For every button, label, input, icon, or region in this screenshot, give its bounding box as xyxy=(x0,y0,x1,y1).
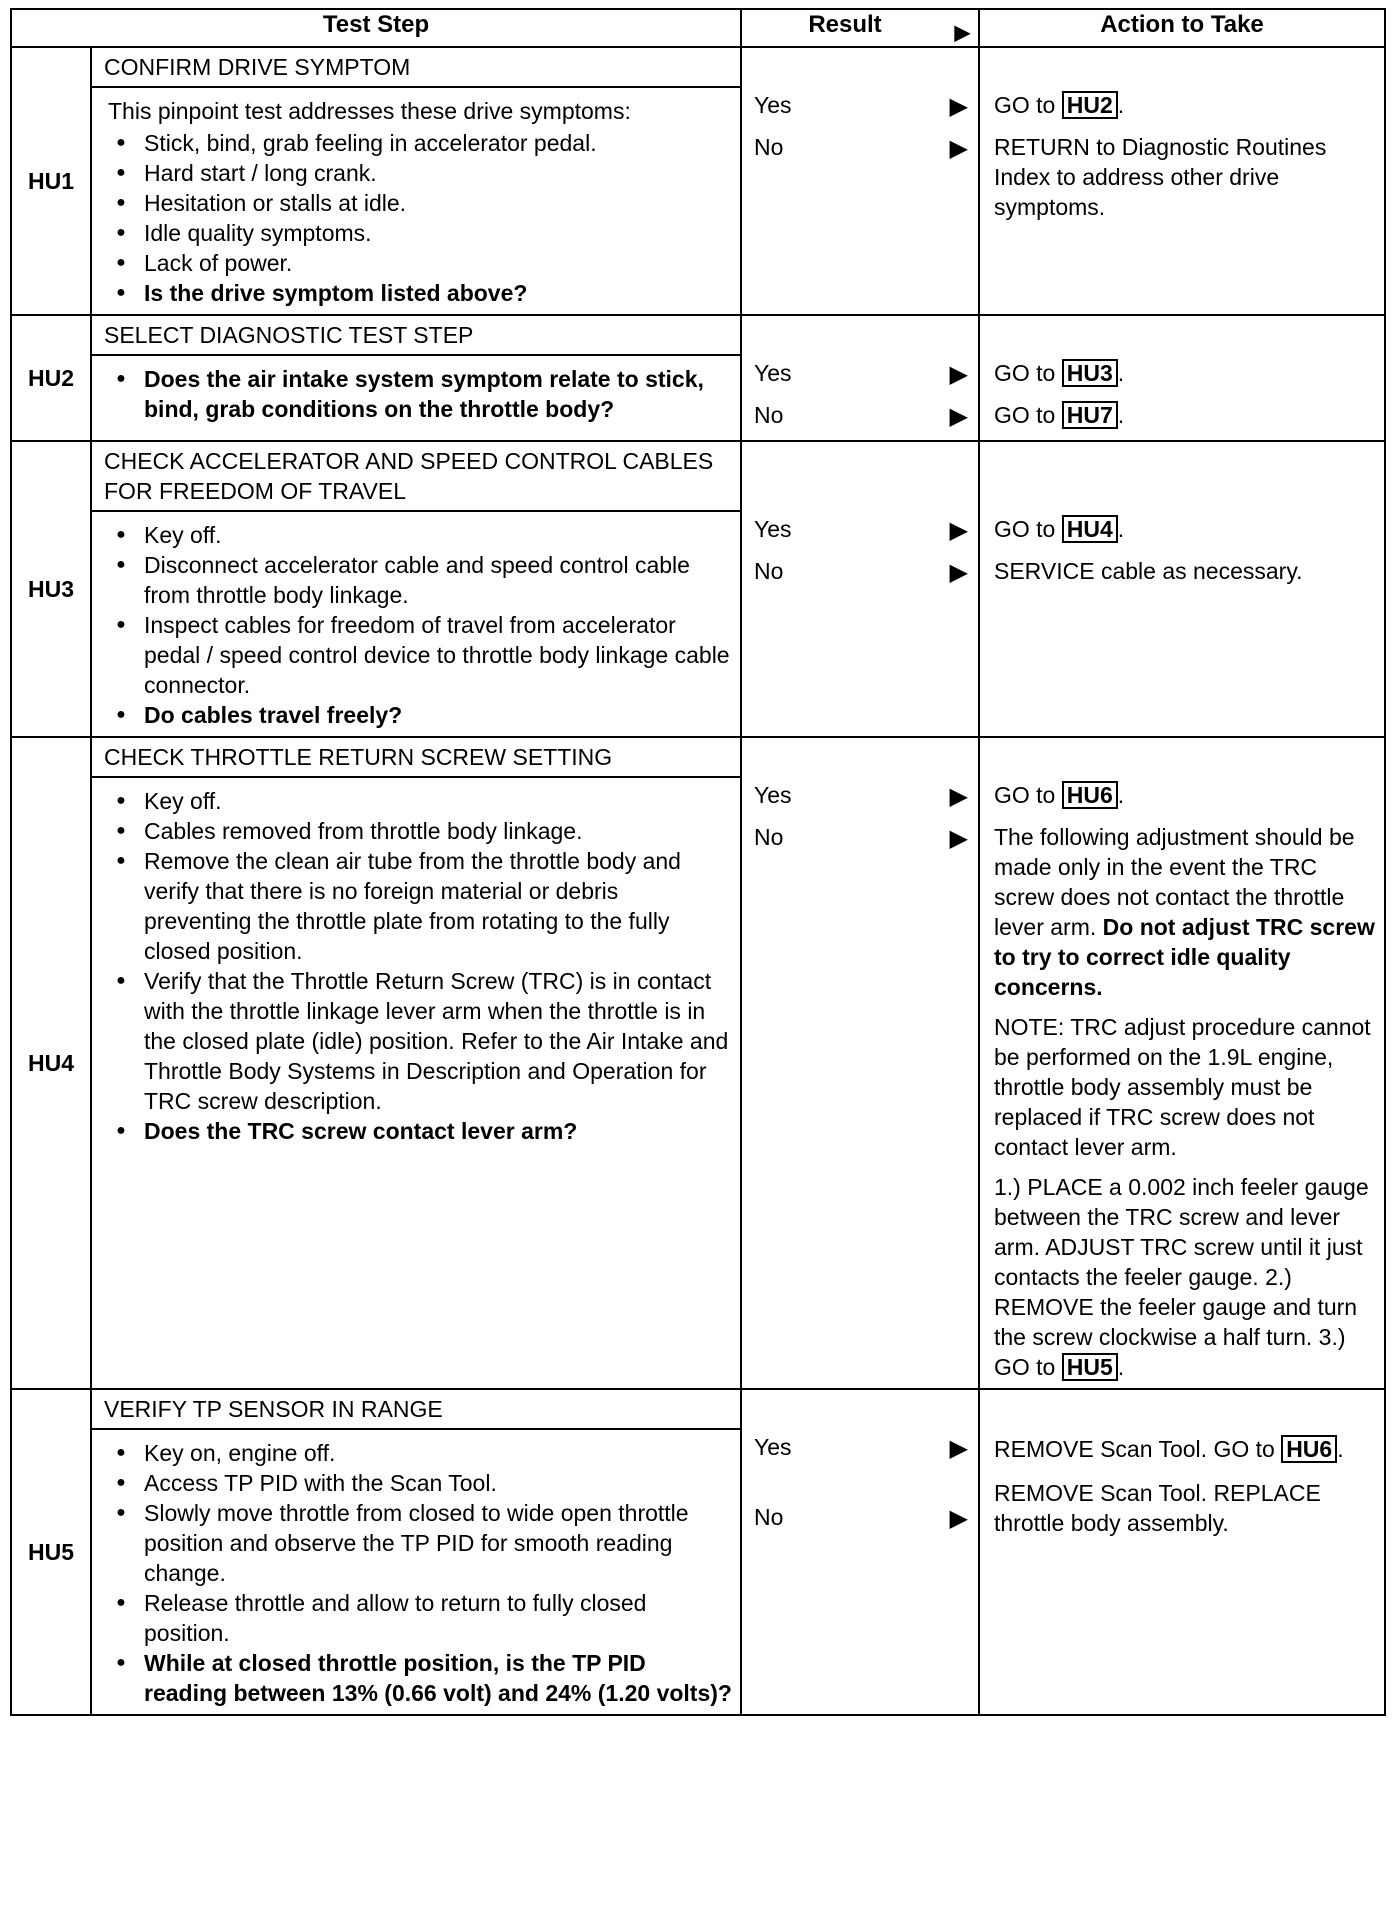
bullet-icon: ● xyxy=(116,616,126,633)
action-cell-hu3 xyxy=(979,441,1385,737)
action-no-text-hu4: The following adjustment should be made only in the event the TRC screw does not contact the throttle lever arm. xyxy=(994,824,1355,940)
arrow-icon: ▶ xyxy=(954,22,970,44)
bullet-icon: ● xyxy=(116,1654,126,1671)
result-no-hu3 xyxy=(754,550,978,592)
list-item: ● Key on, engine off. xyxy=(108,1438,732,1468)
no-label: No xyxy=(754,824,784,850)
action-note-hu4: NOTE: TRC adjust procedure cannot be performed on the 1.9L engine, throttle body assembly must be replaced if TRC screw does not contact lever arm. xyxy=(994,1014,1371,1160)
step-question-hu2: ● Does the air intake system symptom relate to stick, bind, grab conditions on the throttle body? xyxy=(108,364,732,424)
result-no-hu2 xyxy=(754,394,978,436)
action-no-hu3: SERVICE cable as necessary. xyxy=(994,558,1303,584)
list-item: ● Key off. xyxy=(108,786,732,816)
arrow-icon: ▶ xyxy=(949,135,968,162)
bullet-icon: ● xyxy=(116,1474,126,1491)
step-title-row-hu2 xyxy=(11,315,1385,355)
bullet-icon: ● xyxy=(116,852,126,869)
bullet-icon: ● xyxy=(116,284,126,301)
action-no-hu4 xyxy=(994,822,1376,1002)
yes-label: Yes xyxy=(754,1434,792,1460)
step-title-row-hu1 xyxy=(11,47,1385,87)
step-title-hu1: CONFIRM DRIVE SYMPTOM xyxy=(91,47,741,87)
step-id-hu1: HU1 xyxy=(11,47,91,315)
action-yes-text-hu5: REMOVE Scan Tool. GO to xyxy=(994,1436,1275,1462)
result-yes-hu5 xyxy=(754,1426,978,1468)
diagnostic-table xyxy=(10,8,1386,1716)
bullet-icon: ● xyxy=(116,1504,126,1521)
list-item: ● Inspect cables for freedom of travel from accelerator pedal / speed control device to throttle body linkage cable connector. xyxy=(108,610,732,700)
bullet-icon: ● xyxy=(116,194,126,211)
step-body-hu5 xyxy=(91,1429,741,1715)
arrow-icon: ▶ xyxy=(949,1435,968,1462)
no-label: No xyxy=(754,134,784,160)
bullet-icon: ● xyxy=(116,134,126,151)
no-label: No xyxy=(754,1504,784,1530)
arrow-icon: ▶ xyxy=(949,559,968,586)
arrow-icon: ▶ xyxy=(949,783,968,810)
step-ref-link[interactable]: HU2 xyxy=(1062,91,1118,119)
action-yes-hu3: GO to HU4 . xyxy=(994,516,1125,542)
arrow-icon: ▶ xyxy=(949,403,968,430)
step-id-hu4: HU4 xyxy=(11,737,91,1389)
bullet-list-hu5 xyxy=(108,1438,732,1708)
go-to-text: GO to xyxy=(994,92,1056,118)
action-no-hu5: REMOVE Scan Tool. REPLACE throttle body assembly. xyxy=(994,1480,1321,1536)
arrow-icon: ▶ xyxy=(949,361,968,388)
step-title-row-hu3 xyxy=(11,441,1385,511)
yes-label: Yes xyxy=(754,92,792,118)
step-title-row-hu5 xyxy=(11,1389,1385,1429)
bullet-icon: ● xyxy=(116,792,126,809)
no-label: No xyxy=(754,402,784,428)
header-result xyxy=(741,9,979,47)
bullet-icon: ● xyxy=(116,164,126,181)
step-title-hu2: SELECT DIAGNOSTIC TEST STEP xyxy=(91,315,741,355)
list-item: ● Key off. xyxy=(108,520,732,550)
action-no-hu1: RETURN to Diagnostic Routines Index to address other drive symptoms. xyxy=(994,134,1327,220)
step-body-hu2 xyxy=(91,355,741,441)
bullet-icon: ● xyxy=(116,1122,126,1139)
step-body-hu3 xyxy=(91,511,741,737)
result-yes-hu3 xyxy=(754,508,978,550)
action-no-hu2: GO to HU7 . xyxy=(994,402,1125,428)
result-yes-hu2 xyxy=(754,352,978,394)
bullet-icon: ● xyxy=(116,526,126,543)
step-ref-link[interactable]: HU5 xyxy=(1062,1353,1118,1381)
step-question-hu5: ● While at closed throttle position, is the TP PID reading between 13% (0.66 volt) and 24% (1.20 volts)? xyxy=(108,1648,732,1708)
arrow-icon: ▶ xyxy=(949,93,968,120)
result-cell-hu5 xyxy=(741,1389,979,1715)
action-cell-hu5 xyxy=(979,1389,1385,1715)
result-no-hu1 xyxy=(754,126,978,168)
list-item: ● Disconnect accelerator cable and speed control cable from throttle body linkage. xyxy=(108,550,732,610)
list-item: ● Slowly move throttle from closed to wide open throttle position and observe the TP PID for smooth reading change. xyxy=(108,1498,732,1588)
bullet-list-hu2 xyxy=(108,364,732,424)
list-item: ● Cables removed from throttle body linkage. xyxy=(108,816,732,846)
bullet-icon: ● xyxy=(116,1594,126,1611)
header-result-label: Result xyxy=(808,11,882,38)
no-label: No xyxy=(754,558,784,584)
result-cell-hu3 xyxy=(741,441,979,737)
action-cell-hu4 xyxy=(979,737,1385,1389)
result-yes-hu1 xyxy=(754,84,978,126)
bullet-list-hu4 xyxy=(108,786,732,1146)
go-to-text: GO to xyxy=(994,402,1056,428)
action-procedure-hu4: 1.) PLACE a 0.002 inch feeler gauge between the TRC screw and lever arm. ADJUST TRC screw until it just contacts the feeler gauge. 2.) REMOVE the feeler gauge and turn the screw clockwise a half turn. 3.) GO to HU5 . xyxy=(994,1174,1369,1380)
step-id-hu3: HU3 xyxy=(11,441,91,737)
result-cell-hu4 xyxy=(741,737,979,1389)
step-body-hu1 xyxy=(91,87,741,315)
result-cell-hu2 xyxy=(741,315,979,441)
list-item: ● Hard start / long crank. xyxy=(108,158,732,188)
bullet-icon: ● xyxy=(116,972,126,989)
step-ref-link[interactable]: HU3 xyxy=(1062,359,1118,387)
list-item: ● Lack of power. xyxy=(108,248,732,278)
list-item: ● Stick, bind, grab feeling in accelerator pedal. xyxy=(108,128,732,158)
result-no-hu5 xyxy=(754,1496,978,1538)
list-item: ● Remove the clean air tube from the throttle body and verify that there is no foreign material or debris preventing the throttle plate from rotating to the fully closed position. xyxy=(108,846,732,966)
action-cell-hu2 xyxy=(979,315,1385,441)
go-to-text: GO to xyxy=(994,360,1056,386)
list-item: ● Release throttle and allow to return to fully closed position. xyxy=(108,1588,732,1648)
list-item: ● Idle quality symptoms. xyxy=(108,218,732,248)
bullet-icon: ● xyxy=(116,370,126,387)
step-title-hu5: VERIFY TP SENSOR IN RANGE xyxy=(91,1389,741,1429)
step-question-hu4: ● Does the TRC screw contact lever arm? xyxy=(108,1116,732,1146)
action-yes-hu1: GO to HU2 . xyxy=(994,92,1125,118)
bullet-icon: ● xyxy=(116,254,126,271)
step-title-row-hu4 xyxy=(11,737,1385,777)
list-item: ● Verify that the Throttle Return Screw (TRC) is in contact with the throttle linkage lever arm when the throttle is in the closed plate (idle) position. Refer to the Air Intake and Throttle Body Systems in Description and Operation for TRC screw description. xyxy=(108,966,732,1116)
step-question-hu1: ● Is the drive symptom listed above? xyxy=(108,278,732,308)
arrow-icon: ▶ xyxy=(949,1505,968,1532)
step-title-hu4: CHECK THROTTLE RETURN SCREW SETTING xyxy=(91,737,741,777)
go-to-text: GO to xyxy=(994,516,1056,542)
step-id-hu5: HU5 xyxy=(11,1389,91,1715)
bullet-icon: ● xyxy=(116,706,126,723)
list-item: ● Access TP PID with the Scan Tool. xyxy=(108,1468,732,1498)
header-test-step: Test Step xyxy=(11,9,741,47)
yes-label: Yes xyxy=(754,360,792,386)
action-yes-hu4: GO to HU6 . xyxy=(994,782,1125,808)
action-no-warning-hu4: Do not adjust TRC screw to try to correct idle quality concerns. xyxy=(994,914,1375,1000)
step-ref-link[interactable]: HU6 xyxy=(1281,1435,1337,1463)
action-yes-hu2: GO to HU3 . xyxy=(994,360,1125,386)
list-item: ● Hesitation or stalls at idle. xyxy=(108,188,732,218)
step-body-hu4 xyxy=(91,777,741,1389)
bullet-icon: ● xyxy=(116,822,126,839)
yes-label: Yes xyxy=(754,516,792,542)
yes-label: Yes xyxy=(754,782,792,808)
header-action: Action to Take xyxy=(979,9,1385,47)
step-id-hu2: HU2 xyxy=(11,315,91,441)
bullet-icon: ● xyxy=(116,224,126,241)
arrow-icon: ▶ xyxy=(949,825,968,852)
bullet-list-hu3 xyxy=(108,520,732,730)
bullet-icon: ● xyxy=(116,1444,126,1461)
result-cell-hu1 xyxy=(741,47,979,315)
result-yes-hu4 xyxy=(754,774,978,816)
step-ref-link[interactable]: HU7 xyxy=(1062,401,1118,429)
step-title-hu3: CHECK ACCELERATOR AND SPEED CONTROL CABLES FOR FREEDOM OF TRAVEL xyxy=(91,441,741,511)
action-cell-hu1 xyxy=(979,47,1385,315)
step-ref-link[interactable]: HU4 xyxy=(1062,515,1118,543)
action-procedure-text-hu4: 1.) PLACE a 0.002 inch feeler gauge between the TRC screw and lever arm. ADJUST TRC screw until it just contacts the feeler gauge. 2.) REMOVE the feeler gauge and turn the screw clockwise a half turn. 3.) GO to xyxy=(994,1174,1369,1380)
table-header-row xyxy=(11,9,1385,47)
step-ref-link[interactable]: HU6 xyxy=(1062,781,1118,809)
arrow-icon: ▶ xyxy=(949,517,968,544)
step-question-hu3: ● Do cables travel freely? xyxy=(108,700,732,730)
step-intro-hu1: This pinpoint test addresses these drive symptoms: xyxy=(108,98,631,124)
go-to-text: GO to xyxy=(994,782,1056,808)
bullet-list-hu1 xyxy=(108,128,732,308)
action-yes-hu5: REMOVE Scan Tool. GO to HU6 . xyxy=(994,1436,1344,1462)
bullet-icon: ● xyxy=(116,556,126,573)
result-no-hu4 xyxy=(754,816,978,858)
